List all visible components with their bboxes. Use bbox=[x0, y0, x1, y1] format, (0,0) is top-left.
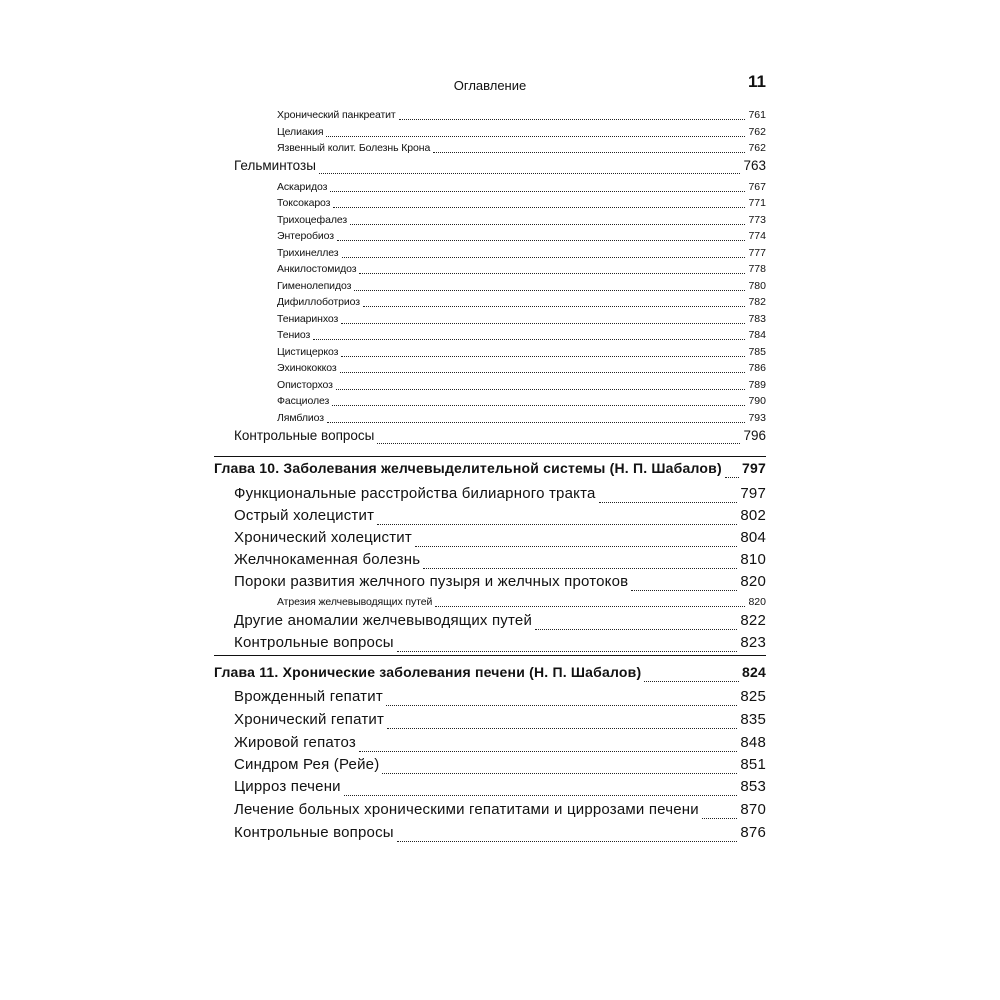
leader-dots bbox=[415, 546, 737, 547]
leader-dots bbox=[535, 629, 737, 630]
toc-entry-title: Язвенный колит. Болезнь Крона bbox=[277, 142, 431, 154]
leader-dots bbox=[354, 290, 745, 291]
toc-entry-title: Пороки развития желчного пузыря и желчных протоков bbox=[234, 573, 629, 590]
toc-entry[interactable] bbox=[277, 230, 766, 245]
toc-entry[interactable] bbox=[234, 573, 766, 595]
toc-entry[interactable] bbox=[277, 280, 766, 295]
toc-entry[interactable] bbox=[234, 734, 766, 756]
toc-entry-title: Дифиллоботриоз bbox=[277, 296, 360, 308]
toc-entry-page: 780 bbox=[748, 280, 766, 292]
toc-entry[interactable] bbox=[277, 346, 766, 361]
toc-entry[interactable] bbox=[277, 126, 766, 141]
toc-entry[interactable] bbox=[277, 395, 766, 410]
toc-entry-title: Фасциолез bbox=[277, 395, 330, 407]
toc-entry[interactable] bbox=[277, 109, 766, 124]
toc-entry[interactable] bbox=[234, 612, 766, 634]
toc-entry[interactable] bbox=[234, 634, 766, 656]
leader-dots bbox=[330, 191, 745, 192]
page-header bbox=[214, 72, 766, 96]
toc-entry[interactable] bbox=[234, 688, 766, 710]
toc-entry-page: 823 bbox=[740, 634, 766, 651]
toc-entry[interactable] bbox=[234, 778, 766, 800]
toc-entry-page: 774 bbox=[748, 230, 766, 242]
toc-entry-title: Контрольные вопросы bbox=[234, 428, 375, 443]
leader-dots bbox=[340, 372, 746, 373]
toc-entry[interactable] bbox=[234, 158, 766, 178]
toc-entry-page: 789 bbox=[748, 379, 766, 391]
toc-entry-page: 782 bbox=[748, 296, 766, 308]
chapter-title: Глава 10. Заболевания желчевыделительной системы (Н. П. Шабалов) bbox=[214, 460, 722, 476]
toc-entry-title: Тениоз bbox=[277, 329, 311, 341]
leader-dots bbox=[336, 389, 746, 390]
toc-entry-title: Энтеробиоз bbox=[277, 230, 334, 242]
toc-entry-title: Цистицеркоз bbox=[277, 346, 339, 358]
toc-entry[interactable] bbox=[277, 263, 766, 278]
toc-entry[interactable] bbox=[277, 329, 766, 344]
leader-dots bbox=[377, 443, 740, 444]
leader-dots bbox=[319, 173, 741, 174]
toc-entry-page: 777 bbox=[748, 247, 766, 259]
toc-entry-page: 786 bbox=[748, 362, 766, 374]
toc-entry-title: Острый холецистит bbox=[234, 507, 375, 524]
toc-entry-page: 783 bbox=[748, 313, 766, 325]
toc-entry[interactable] bbox=[277, 181, 766, 196]
leader-dots bbox=[313, 339, 745, 340]
toc-entry-page: 778 bbox=[748, 263, 766, 275]
leader-dots bbox=[363, 306, 746, 307]
toc-entry-page: 820 bbox=[748, 596, 766, 608]
leader-dots bbox=[341, 356, 745, 357]
toc-entry[interactable] bbox=[234, 485, 766, 507]
leader-dots bbox=[327, 422, 746, 423]
leader-dots bbox=[397, 651, 738, 652]
toc-entry-page: 835 bbox=[740, 711, 766, 728]
leader-dots bbox=[359, 273, 745, 274]
toc-entry-page: 822 bbox=[740, 612, 766, 629]
toc-entry[interactable] bbox=[277, 596, 766, 611]
toc-entry-page: 767 bbox=[748, 181, 766, 193]
toc-entry-title: Эхинококкоз bbox=[277, 362, 337, 374]
toc-entry-title: Другие аномалии желчевыводящих путей bbox=[234, 612, 533, 629]
toc-entry-page: 820 bbox=[740, 573, 766, 590]
leader-dots bbox=[435, 606, 745, 607]
leader-dots bbox=[399, 119, 746, 120]
leader-dots bbox=[326, 136, 745, 137]
toc-entry-title: Лямблиоз bbox=[277, 412, 324, 424]
leader-dots bbox=[433, 152, 745, 153]
toc-entry-title: Жировой гепатоз bbox=[234, 734, 356, 751]
toc-entry-page: 773 bbox=[748, 214, 766, 226]
toc-entry-page: 802 bbox=[740, 507, 766, 524]
toc-entry[interactable] bbox=[277, 379, 766, 394]
leader-dots bbox=[344, 795, 738, 796]
leader-dots bbox=[350, 224, 745, 225]
toc-entry-title: Хронический гепатит bbox=[234, 711, 385, 728]
toc-entry-page: 761 bbox=[748, 109, 766, 121]
toc-entry[interactable] bbox=[234, 756, 766, 778]
leader-dots bbox=[332, 405, 745, 406]
toc-entry[interactable] bbox=[277, 313, 766, 328]
toc-entry-page: 771 bbox=[748, 197, 766, 209]
toc-entry-page: 825 bbox=[740, 688, 766, 705]
chapter-title: Глава 11. Хронические заболевания печени (Н. П. Шабалов) bbox=[214, 664, 642, 680]
leader-dots bbox=[382, 773, 737, 774]
leader-dots bbox=[359, 751, 737, 752]
leader-dots bbox=[387, 728, 737, 729]
toc-entry-page: 876 bbox=[740, 824, 766, 841]
toc-entry-title: Гельминтозы bbox=[234, 158, 316, 173]
toc-entry-page: 762 bbox=[748, 142, 766, 154]
toc-entry[interactable] bbox=[277, 296, 766, 311]
toc-entry-page: 804 bbox=[740, 529, 766, 546]
leader-dots bbox=[631, 590, 737, 591]
toc-entry[interactable] bbox=[234, 801, 766, 823]
toc-entry[interactable] bbox=[234, 824, 766, 846]
toc-entry[interactable] bbox=[277, 247, 766, 262]
leader-dots bbox=[342, 257, 746, 258]
toc-entry-title: Желчнокаменная болезнь bbox=[234, 551, 421, 568]
toc-entry-title: Синдром Рея (Рейе) bbox=[234, 756, 380, 773]
leader-dots bbox=[702, 818, 738, 819]
leader-dots bbox=[725, 477, 739, 478]
leader-dots bbox=[599, 502, 738, 503]
toc-entry-title: Целиакия bbox=[277, 126, 324, 138]
leader-dots bbox=[397, 841, 738, 842]
toc-entry-page: 790 bbox=[748, 395, 766, 407]
toc-entry-page: 785 bbox=[748, 346, 766, 358]
toc-entry[interactable] bbox=[234, 711, 766, 733]
toc-entry-page: 763 bbox=[743, 158, 766, 173]
toc-entry-page: 796 bbox=[743, 428, 766, 443]
chapter-heading[interactable] bbox=[214, 460, 766, 482]
toc-entry[interactable] bbox=[234, 529, 766, 551]
leader-dots bbox=[386, 705, 737, 706]
toc-entry-title: Функциональные расстройства билиарного тракта bbox=[234, 485, 596, 502]
toc-entry-page: 810 bbox=[740, 551, 766, 568]
toc-entry-title: Гименолепидоз bbox=[277, 280, 352, 292]
toc-entry[interactable] bbox=[277, 142, 766, 157]
toc-entry-title: Трихоцефалез bbox=[277, 214, 348, 226]
toc-entry-page: 851 bbox=[740, 756, 766, 773]
toc-entry-title: Цирроз печени bbox=[234, 778, 341, 795]
toc-entry[interactable] bbox=[277, 362, 766, 377]
leader-dots bbox=[333, 207, 745, 208]
toc-entry[interactable] bbox=[277, 412, 766, 427]
toc-entry-page: 797 bbox=[740, 485, 766, 502]
toc-entry-title: Контрольные вопросы bbox=[234, 824, 394, 841]
toc-entry-title: Контрольные вопросы bbox=[234, 634, 394, 651]
toc-entry-page: 793 bbox=[748, 412, 766, 424]
toc-entry-title: Тениаринхоз bbox=[277, 313, 339, 325]
toc-entry-page: 784 bbox=[748, 329, 766, 341]
toc-entry-title: Аскаридоз bbox=[277, 181, 328, 193]
leader-dots bbox=[341, 323, 745, 324]
toc-entry-page: 848 bbox=[740, 734, 766, 751]
leader-dots bbox=[377, 524, 737, 525]
toc-entry[interactable] bbox=[234, 551, 766, 573]
chapter-10-rule bbox=[214, 456, 766, 457]
chapter-page: 797 bbox=[742, 460, 766, 476]
toc-entry[interactable] bbox=[277, 214, 766, 229]
toc-entry[interactable] bbox=[234, 428, 766, 448]
toc-entry-title: Врожденный гепатит bbox=[234, 688, 383, 705]
toc-entry-title: Атрезия желчевыводящих путей bbox=[277, 596, 433, 608]
toc-entry-title: Токсокароз bbox=[277, 197, 331, 209]
chapter-page: 824 bbox=[742, 664, 766, 680]
toc-entry-page: 853 bbox=[740, 778, 766, 795]
page-number: 11 bbox=[748, 72, 766, 91]
leader-dots bbox=[423, 568, 737, 569]
toc-entry[interactable] bbox=[277, 197, 766, 212]
toc-entry-title: Описторхоз bbox=[277, 379, 333, 391]
toc-entry[interactable] bbox=[234, 507, 766, 529]
toc-entry-page: 870 bbox=[740, 801, 766, 818]
toc-entry-title: Анкилостомидоз bbox=[277, 263, 357, 275]
toc-entry-title: Лечение больных хроническими гепатитами и циррозами печени bbox=[234, 801, 699, 818]
leader-dots bbox=[337, 240, 745, 241]
toc-entry-title: Хронический панкреатит bbox=[277, 109, 396, 121]
toc-entry-title: Трихинеллез bbox=[277, 247, 339, 259]
toc-entry-page: 762 bbox=[748, 126, 766, 138]
toc-entry-title: Хронический холецистит bbox=[234, 529, 412, 546]
running-title: Оглавление bbox=[453, 78, 527, 93]
leader-dots bbox=[644, 681, 739, 682]
chapter-heading[interactable] bbox=[214, 664, 766, 686]
